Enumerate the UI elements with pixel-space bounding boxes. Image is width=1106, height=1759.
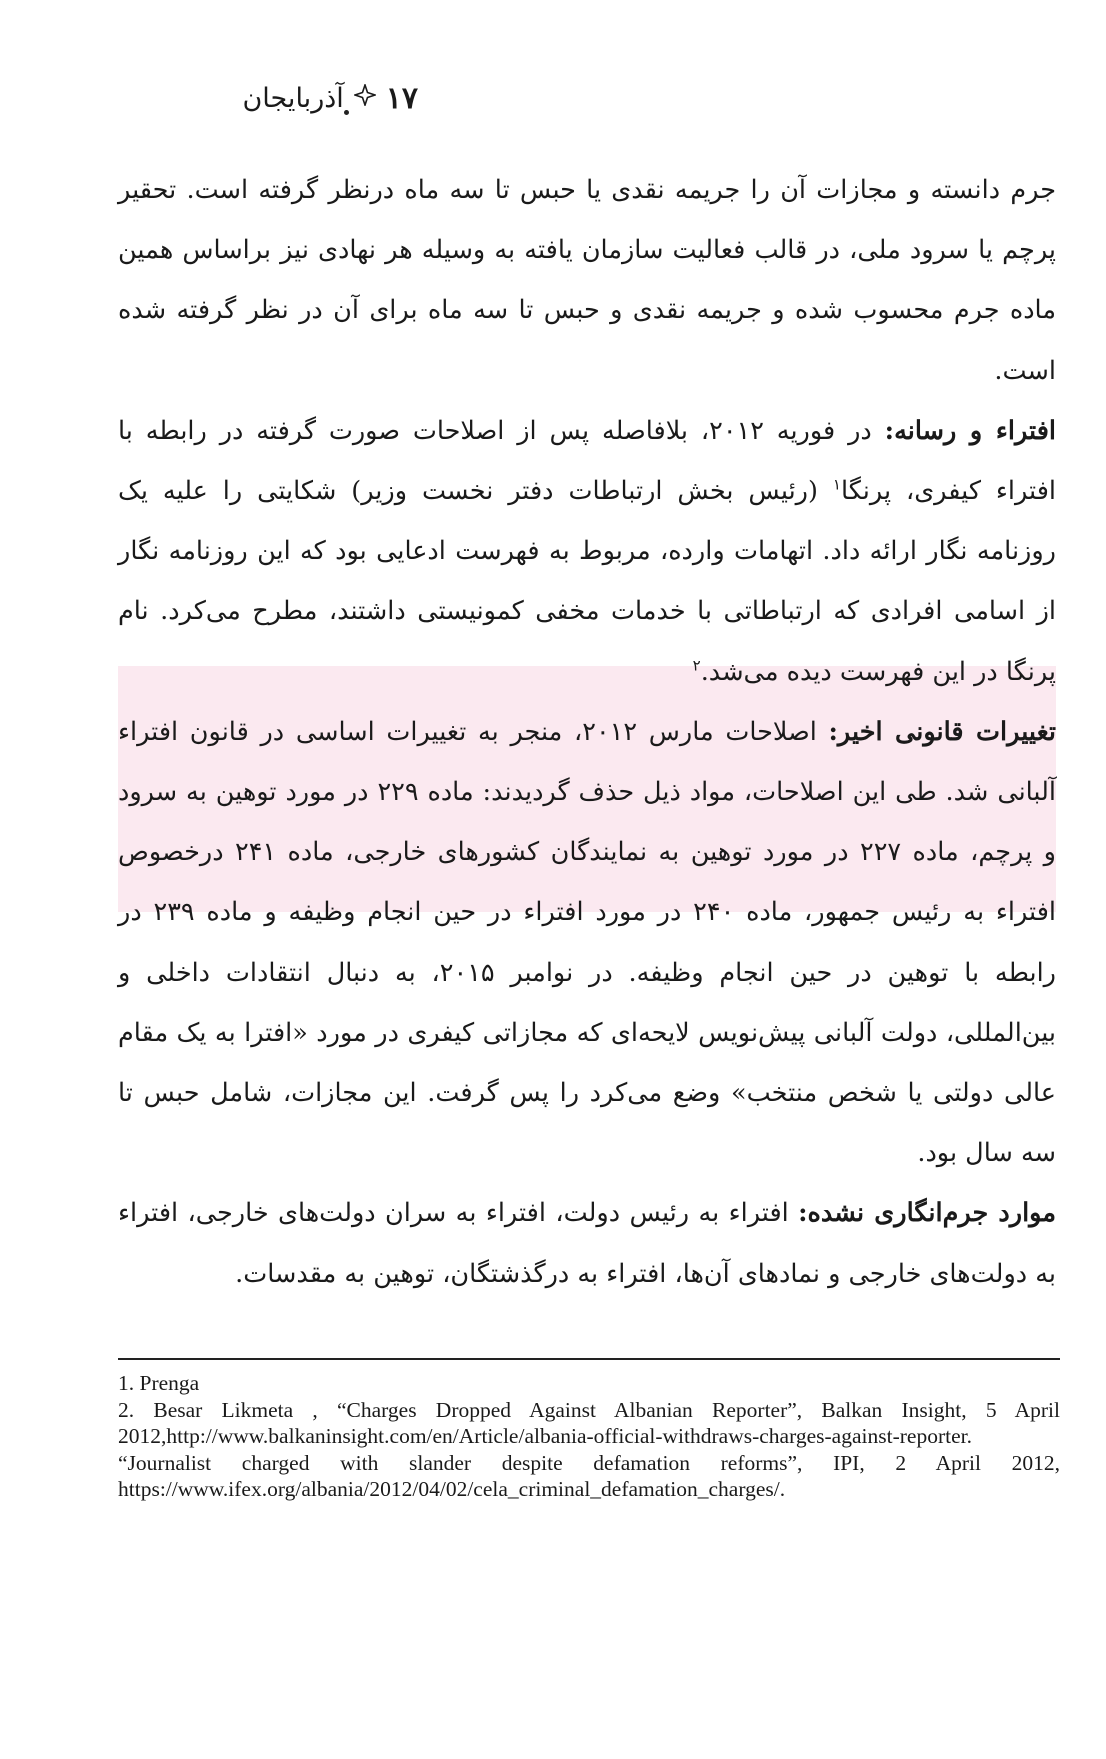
- paragraph-2: [118, 401, 1056, 702]
- footnote-2: 2. Besar Likmeta , “Charges Dropped Against Albanian Reporter”, Balkan Insight, 5 April 2012,http://www.balkaninsight.com/en/Article/albania-official-withdraws-charges-against-reporter. “Journalist charged with slander despite defamation reforms”, IPI, 2 April 2012, https://www.ifex.org/albania/2012/04/02/cela_criminal_defamation_charges/.: [118, 1397, 1060, 1501]
- page-number: ۱۷: [385, 80, 418, 116]
- paragraph-4-text: افتراء به رئیس دولت، افتراء به سران دولت‌های خارجی، افتراء به دولت‌های خارجی و نمادهای آن‌ها، افتراء به درگذشتگان، توهین به مقدسات.: [118, 1198, 1056, 1289]
- print-speck: [344, 110, 349, 115]
- running-title: آذربایجان: [242, 82, 344, 114]
- paragraph-3-heading: تغییرات قانونی اخیر:: [828, 716, 1057, 747]
- four-point-star-icon: [354, 84, 376, 112]
- running-header: [118, 78, 418, 118]
- footnote-divider: [118, 1358, 1060, 1360]
- footnote-ref-2: ۲: [692, 656, 701, 675]
- footnote-1: 1. Prenga: [118, 1371, 200, 1395]
- paragraph-4-heading: موارد جرم‌انگاری نشده:: [798, 1198, 1056, 1229]
- paragraph-4: [118, 1183, 1056, 1303]
- body-text: [118, 160, 1056, 1304]
- paragraph-2-heading: افتراء و رسانه:: [884, 415, 1056, 446]
- footnotes: [118, 1370, 1060, 1503]
- footnote-ref-1: ۱: [832, 475, 841, 494]
- paragraph-3-text: اصلاحات مارس ۲۰۱۲، منجر به تغییرات اساسی در قانون افتراء آلبانی شد. طی این اصلاحات، مواد ذیل حذف گردیدند: ماده ۲۲۹ در مورد توهین به سرود و پرچم، ماده ۲۲۷ در مورد توهین به نمایندگان کشورهای خارجی، ماده ۲۴۱ درخصوص افتراء به رئیس جمهور، ماده ۲۴۰ در مورد افتراء در حین انجام وظیفه و ماده ۲۳۹ در رابطه با توهین در حین انجام وظیفه. در نوامبر ۲۰۱۵، به دنبال انتقادات داخلی و بین‌المللی، دولت آلبانی پیش‌نویس لایحه‌ای که مجازاتی کیفری در مورد «افترا به یک مقام عالی دولتی یا شخص منتخب» وضع می‌کرد را پس گرفت. این مجازات، شامل حبس تا سه سال بود.: [118, 716, 1056, 1169]
- paragraph-1: جرم دانسته و مجازات آن را جریمه نقدی یا حبس تا سه ماه درنظر گرفته است. تحقیر پرچم یا سرود ملی، در قالب فعالیت سازمان یافته به وسیله هر نهادی نیز براساس همین ماده جرم محسوب شده و جریمه نقدی و حبس تا سه ماه برای آن در نظر گرفته شده است.: [118, 175, 1056, 386]
- paragraph-2-text-a: در فوریه ۲۰۱۲، بلافاصله پس از اصلاحات صورت گرفته در رابطه با افتراء کیفری، پرنگا: [118, 415, 1057, 507]
- paragraph-3: [118, 702, 1056, 1184]
- paragraph-2-text-b: (رئیس بخش ارتباطات دفتر نخست وزیر) شکایتی را علیه یک روزنامه نگار ارائه داد. اتهامات وارده، مربوط به فهرست ادعایی بود که این روزنامه نگار از اسامی افرادی که ارتباطاتی با خدمات مخفی کمونیستی داشتند، مطرح می‌کرد. نام پرنگا در این فهرست دیده می‌شد.: [118, 476, 1056, 687]
